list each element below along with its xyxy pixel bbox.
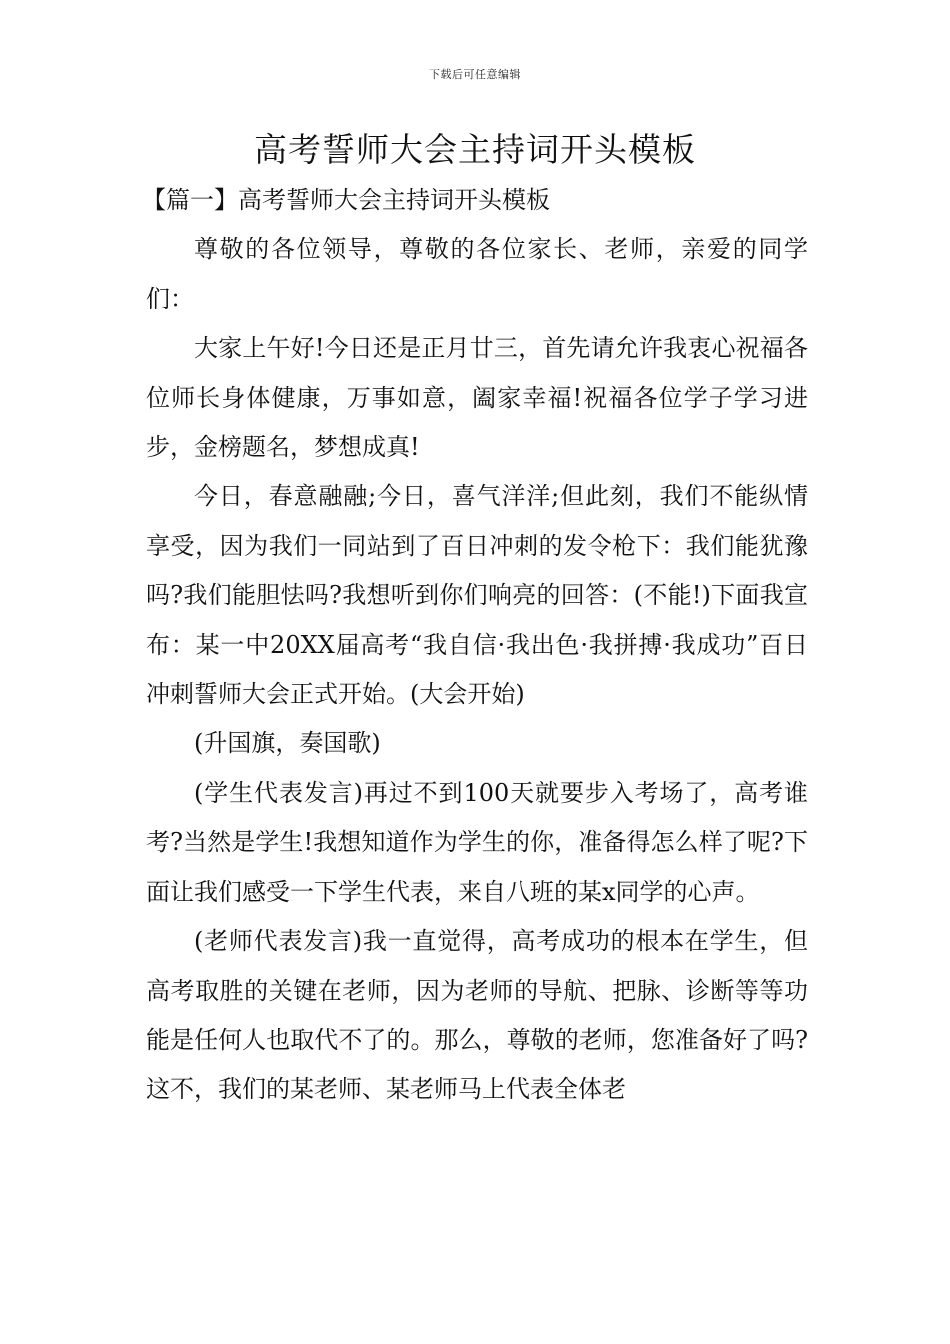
- header-note: 下载后可任意编辑: [429, 68, 521, 81]
- document-body: [142, 176, 808, 1115]
- paragraph-teacher-speech: (老师代表发言)我一直觉得，高考成功的根本在学生，但高考取胜的关键在老师，因为老师的导航、把脉、诊断等等功能是任何人也取代不了的。那么，尊敬的老师，您准备好了吗?这不，我们的某老师、某老师马上代表全体老: [146, 927, 808, 1104]
- paragraph-flag-ceremony: (升国旗，奏国歌): [194, 729, 381, 758]
- paragraph-greeting: 尊敬的各位领导，尊敬的各位家长、老师，亲爱的同学们：: [146, 235, 808, 313]
- section-heading: 【篇一】高考誓师大会主持词开头模板: [142, 186, 550, 214]
- paragraph-blessing: 大家上午好!今日还是正月廿三，首先请允许我衷心祝福各位师长身体健康，万事如意，阖家幸福!祝福各位学子学习进步，金榜题名，梦想成真!: [146, 334, 808, 462]
- paragraph-student-speech: (学生代表发言)再过不到100天就要步入考场了，高考谁考?当然是学生!我想知道作为学生的你，准备得怎么样了呢?下面让我们感受一下学生代表，来自八班的某x同学的心声。: [146, 778, 808, 906]
- paragraph-opening: 今日，春意融融;今日，喜气洋洋;但此刻，我们不能纵情享受，因为我们一同站到了百日冲刺的发令枪下：我们能犹豫吗?我们能胆怯吗?我想听到你们响亮的回答：(不能!)下面我宣布：某一中20XX届高考“我自信·我出色·我拼搏·我成功”百日冲刺誓师大会正式开始。(大会开始): [146, 482, 808, 709]
- document-title: 高考誓师大会主持词开头模板: [254, 130, 696, 169]
